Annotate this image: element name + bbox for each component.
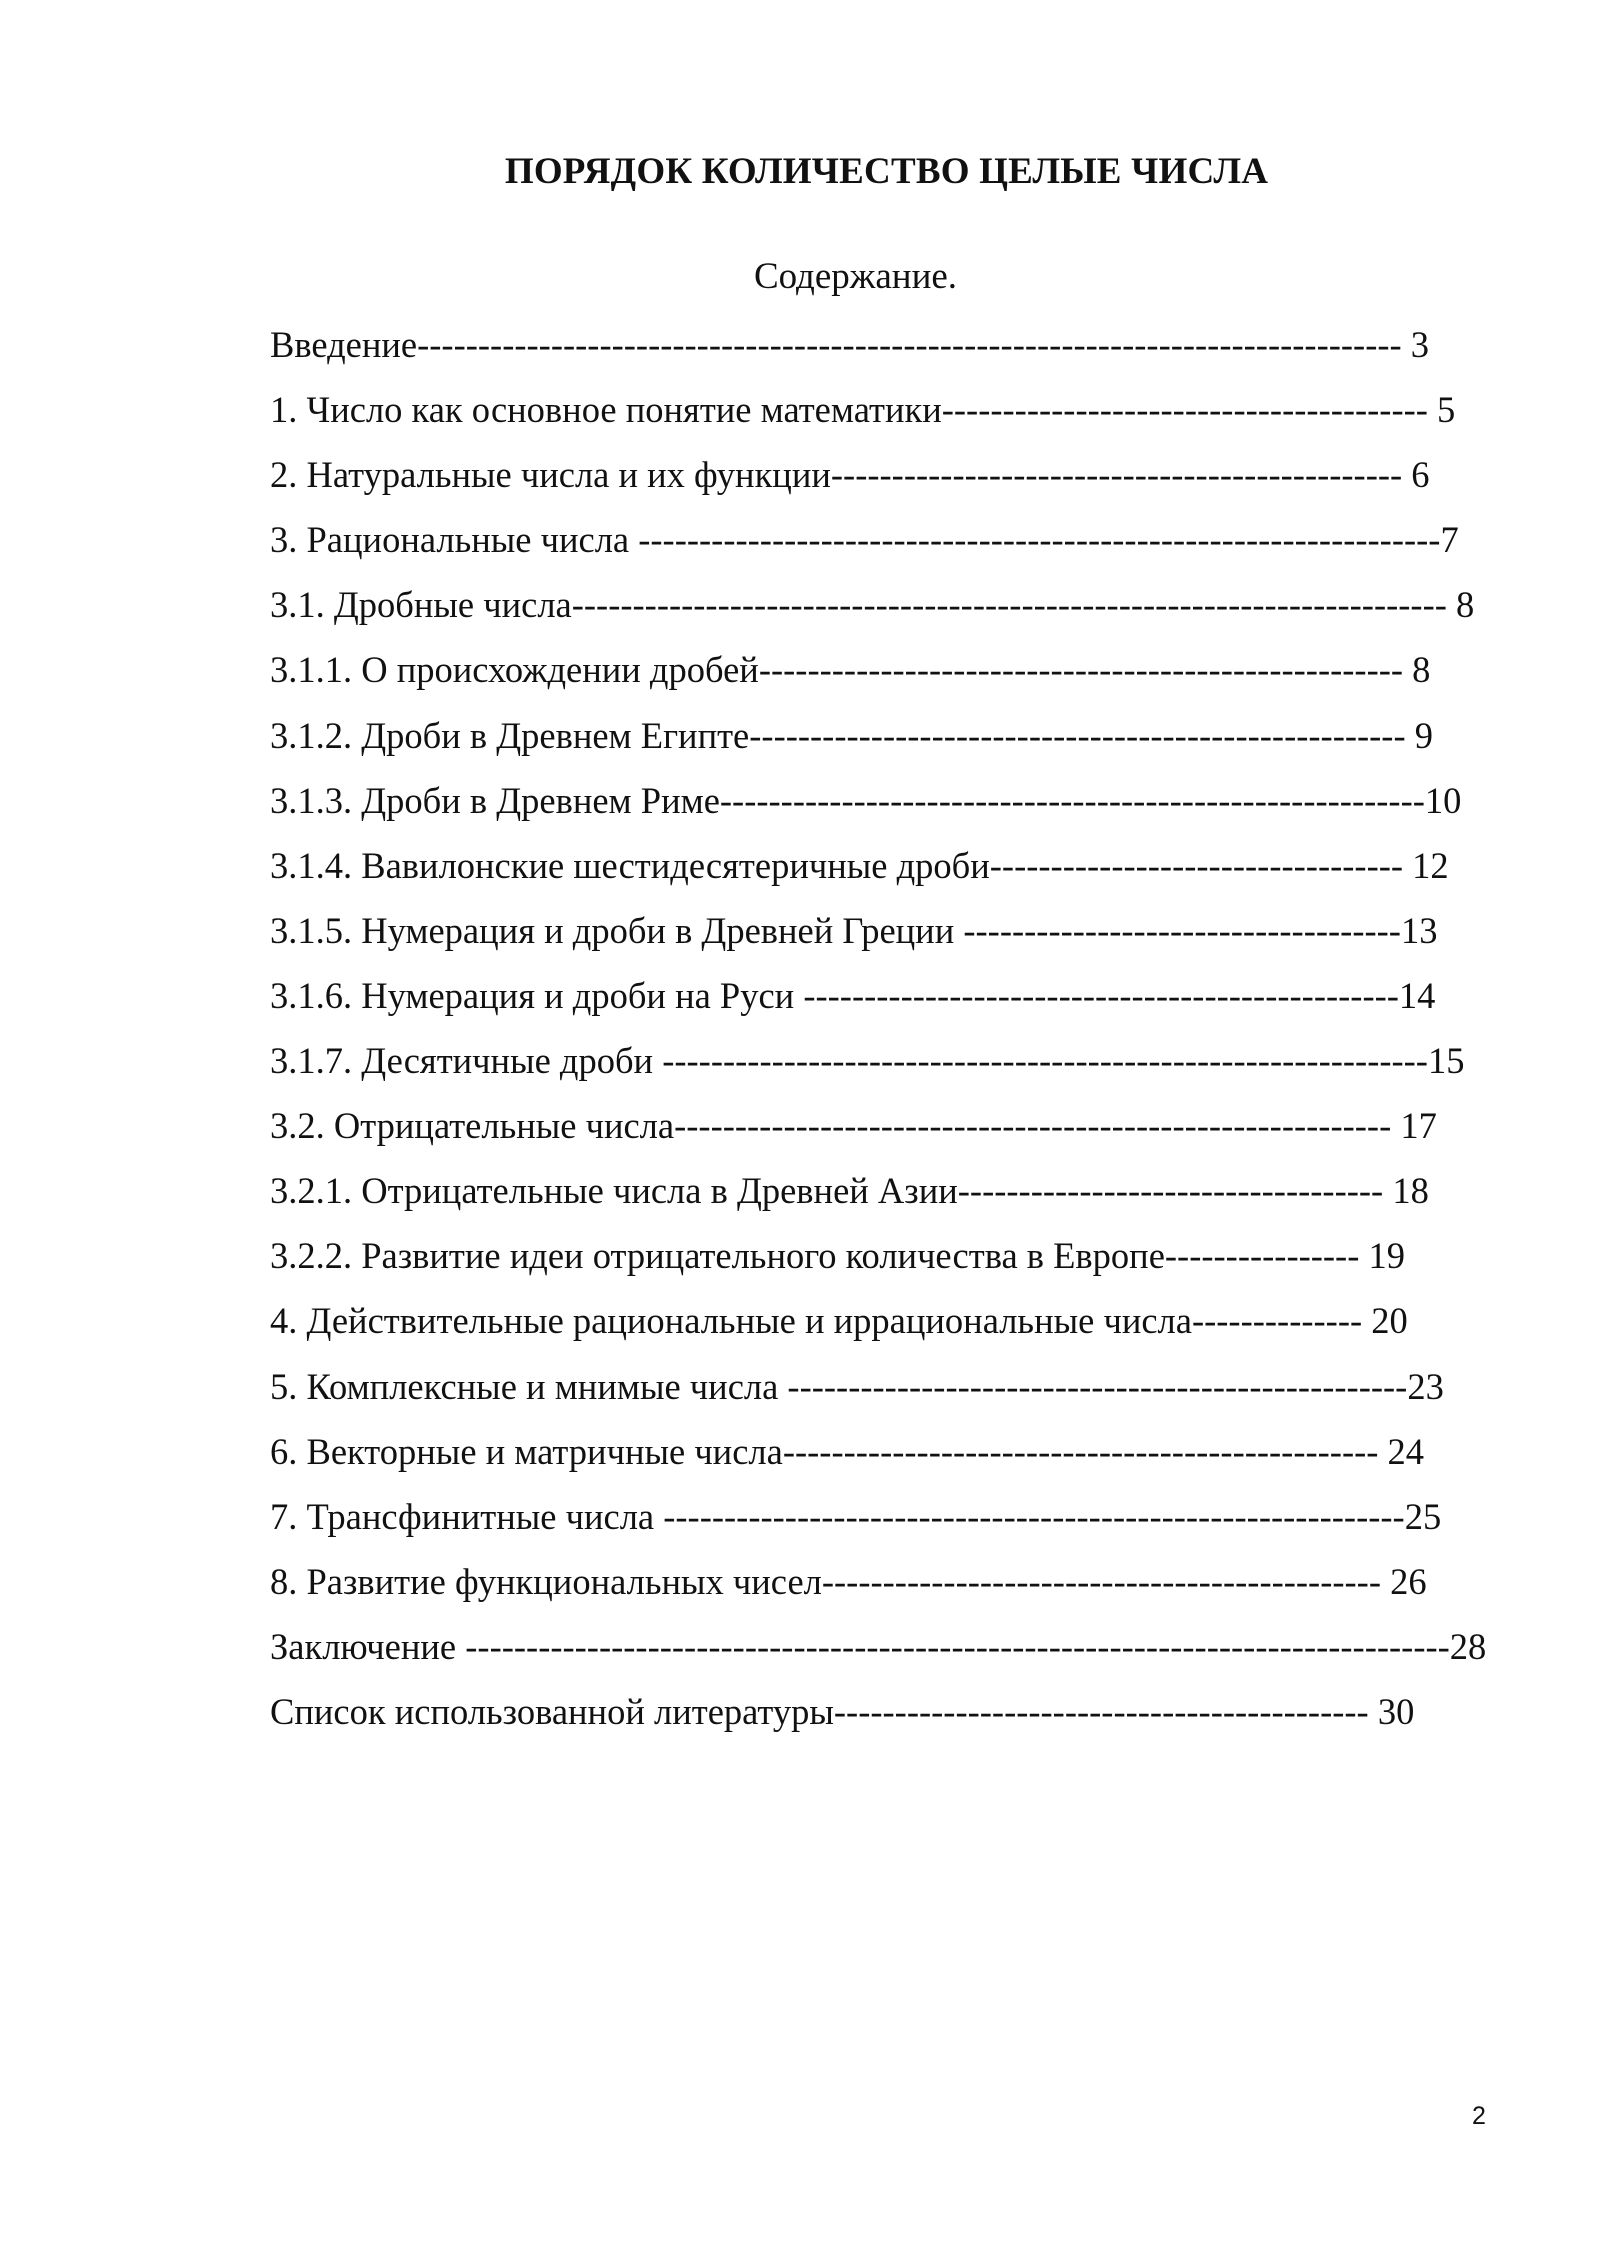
page-number: 2 [1472,2102,1486,2130]
toc-entry-conclusion: Заключение ---------------------------------------------------------------------------------28 [270,1625,1487,1667]
toc-entry-4: 4. Действительные рациональные и иррациональные числа-------------- 20 [270,1300,1408,1342]
toc-entry-1: 1. Число как основное понятие математики---------------------------------------- 5 [270,389,1456,431]
toc-entry-3-1-4: 3.1.4. Вавилонские шестидесятеричные дроби---------------------------------- 12 [270,844,1449,886]
toc-entry-6: 6. Векторные и матричные числа------------------------------------------------- 24 [270,1430,1425,1472]
toc-entry-introduction: Введение--------------------------------------------------------------------------------- 3 [270,324,1430,365]
toc-entry-3-2: 3.2. Отрицательные числа----------------------------------------------------------- 17 [270,1105,1437,1147]
toc-heading: Содержание. [753,256,958,297]
toc-entry-7: 7. Трансфинитные числа -------------------------------------------------------------25 [270,1495,1442,1537]
toc-entry-2: 2. Натуральные числа и их функции----------------------------------------------- 6 [270,454,1430,496]
document-title: ПОРЯДОК КОЛИЧЕСТВО ЦЕЛЫЕ ЧИСЛА [504,151,1269,192]
toc-entry-3-2-1: 3.2.1. Отрицательные числа в Древней Азии----------------------------------- 18 [270,1170,1429,1212]
toc-entry-3-1: 3.1. Дробные числа------------------------------------------------------------------------ 8 [270,584,1475,626]
toc-entry-3-1-7: 3.1.7. Десятичные дроби ---------------------------------------------------------------15 [270,1040,1465,1082]
toc-entry-3-1-1: 3.1.1. О происхождении дробей----------------------------------------------------- 8 [270,649,1431,691]
toc-entry-3-1-3: 3.1.3. Дроби в Древнем Риме----------------------------------------------------------10 [270,779,1462,821]
toc-entry-5: 5. Комплексные и мнимые числа ---------------------------------------------------23 [270,1365,1444,1407]
toc-entry-3: 3. Рациональные числа ------------------------------------------------------------------7 [270,519,1459,561]
toc-entry-references: Список использованной литературы-------------------------------------------- 30 [270,1690,1415,1732]
toc-entry-3-2-2: 3.2.2. Развитие идеи отрицательного количества в Европе---------------- 19 [270,1235,1405,1277]
toc-entry-8: 8. Развитие функциональных чисел---------------------------------------------- 26 [270,1560,1427,1602]
toc-entry-3-1-2: 3.1.2. Дроби в Древнем Египте------------------------------------------------------ 9 [270,714,1433,756]
toc-entry-3-1-6: 3.1.6. Нумерация и дроби на Руси -------------------------------------------------14 [270,974,1436,1016]
toc-entry-3-1-5: 3.1.5. Нумерация и дроби в Древней Греции ------------------------------------13 [270,909,1438,951]
table-of-contents [270,318,1486,1750]
